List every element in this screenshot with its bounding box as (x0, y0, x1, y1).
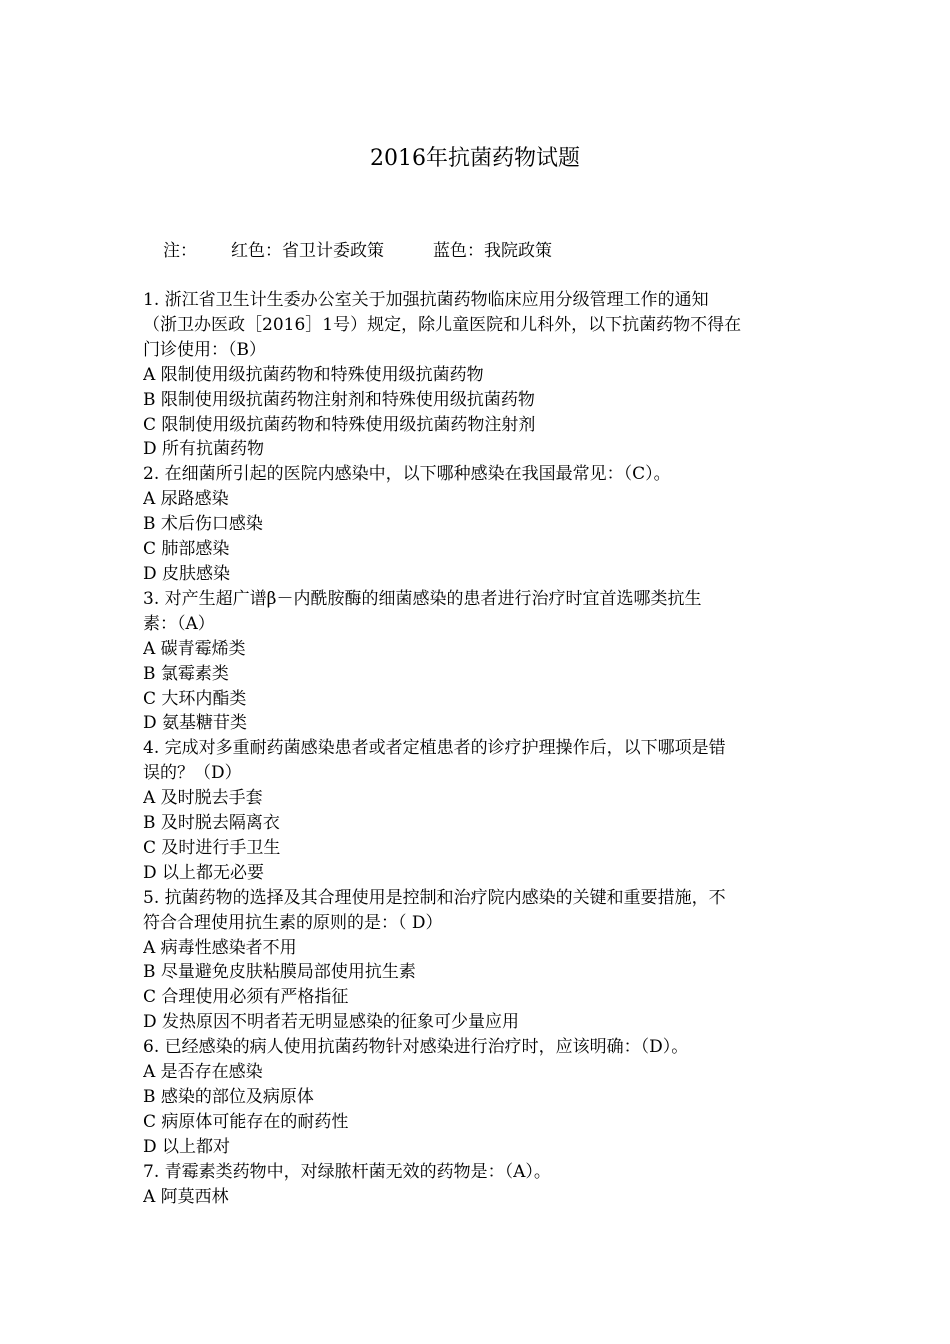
answer-option: A 碳青霉烯类 (143, 638, 246, 659)
answer-option: B 及时脱去隔离衣 (143, 813, 280, 834)
question-list (143, 288, 811, 1210)
answer-option: D 氨基糖苷类 (143, 713, 248, 734)
answer-option: B 限制使用级抗菌药物注射剂和特殊使用级抗菌药物 (143, 389, 535, 410)
answer-option: C 及时进行手卫生 (143, 837, 281, 858)
answer-option: A 及时脱去手套 (143, 788, 263, 809)
question-text-line: 误的？（D） (143, 763, 242, 784)
note-red-legend: 红色：省卫计委政策 (231, 241, 384, 261)
answer-option: D 以上都无必要 (143, 862, 265, 883)
answer-option: C 大环内酯类 (143, 688, 247, 709)
answer-option: C 限制使用级抗菌药物和特殊使用级抗菌药物注射剂 (143, 414, 536, 435)
answer-option: B 尽量避免皮肤粘膜局部使用抗生素 (143, 962, 416, 983)
answer-option: D 发热原因不明者若无明显感染的征象可少量应用 (143, 1012, 520, 1033)
question-text-line: 符合合理使用抗生素的原则的是：（ D） (143, 912, 443, 933)
color-legend-note (163, 238, 552, 264)
answer-option: C 病原体可能存在的耐药性 (143, 1111, 349, 1132)
question-text-line: 6. 已经感染的病人使用抗菌药物针对感染进行治疗时，应该明确：（D）。 (143, 1037, 689, 1058)
note-label: 注： (163, 241, 197, 261)
answer-option: C 肺部感染 (143, 539, 230, 560)
answer-option: A 是否存在感染 (143, 1062, 263, 1083)
question-text-line: 3. 对产生超广谱β－内酰胺酶的细菌感染的患者进行治疗时宜首选哪类抗生 (143, 588, 702, 609)
question-text-line: 7. 青霉素类药物中，对绿脓杆菌无效的药物是：（A）。 (143, 1161, 551, 1182)
note-blue-legend: 蓝色：我院政策 (433, 241, 552, 261)
answer-option: B 术后伤口感染 (143, 514, 263, 535)
answer-option: B 氯霉素类 (143, 663, 229, 684)
document-title: 2016年抗菌药物试题 (370, 146, 580, 171)
answer-option: D 所有抗菌药物 (143, 439, 265, 460)
question-text-line: （浙卫办医政［2016］1号）规定，除儿童医院和儿科外，以下抗菌药物不得在 (143, 314, 742, 335)
question-text-line: 素：（A） (143, 613, 215, 634)
answer-option: B 感染的部位及病原体 (143, 1087, 314, 1107)
answer-option: A 阿莫西林 (143, 1186, 229, 1207)
answer-option: C 合理使用必须有严格指征 (143, 987, 349, 1008)
answer-option: D 皮肤感染 (143, 563, 231, 584)
question-text-line: 4. 完成对多重耐药菌感染患者或者定植患者的诊疗护理操作后，以下哪项是错 (143, 738, 726, 759)
question-text-line: 5. 抗菌药物的选择及其合理使用是控制和治疗院内感染的关键和重要措施，不 (143, 887, 726, 908)
question-text-line: 门诊使用：（B） (143, 339, 266, 360)
answer-option: A 限制使用级抗菌药物和特殊使用级抗菌药物 (143, 364, 484, 385)
answer-option: A 尿路感染 (143, 489, 229, 510)
answer-option: D 以上都对 (143, 1136, 231, 1157)
answer-option: A 病毒性感染者不用 (143, 937, 297, 958)
question-text-line: 2. 在细菌所引起的医院内感染中，以下哪种感染在我国最常见：（C）。 (143, 464, 671, 485)
question-text-line: 1. 浙江省卫生计生委办公室关于加强抗菌药物临床应用分级管理工作的通知 (143, 290, 709, 310)
